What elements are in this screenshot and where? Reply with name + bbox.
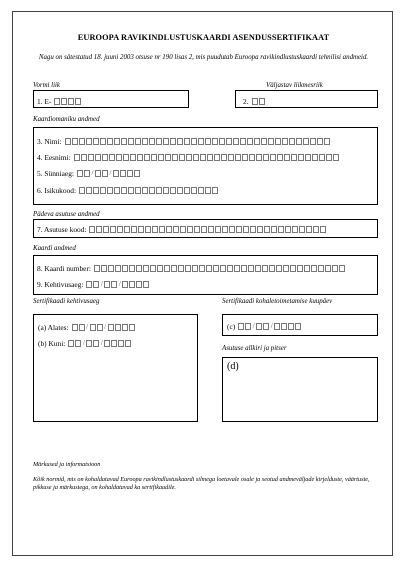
character-cell[interactable] — [304, 265, 310, 272]
character-cell[interactable] — [159, 226, 165, 233]
character-cell[interactable] — [79, 324, 85, 331]
character-cell[interactable] — [180, 226, 186, 233]
character-cell[interactable] — [100, 138, 106, 145]
character-cell[interactable] — [275, 138, 281, 145]
character-cell[interactable] — [163, 138, 169, 145]
character-cell[interactable] — [75, 98, 81, 105]
character-cell[interactable] — [278, 226, 284, 233]
character-cell[interactable] — [317, 138, 323, 145]
character-cell[interactable] — [274, 323, 280, 330]
character-cell[interactable] — [117, 226, 123, 233]
date-separator: / — [82, 339, 85, 347]
field-b-row[interactable] — [38, 339, 132, 348]
card-expiry-cells[interactable] — [86, 281, 150, 288]
character-cell[interactable] — [305, 154, 311, 161]
field-b-label: (b) Kuni: — [38, 339, 66, 348]
character-cell[interactable] — [290, 265, 296, 272]
character-cell[interactable] — [184, 187, 190, 194]
character-cell[interactable] — [276, 265, 282, 272]
character-cell[interactable] — [298, 154, 304, 161]
delivery-date-cells[interactable] — [238, 323, 302, 330]
section-signature: Asutuse allkiri ja pitser — [222, 345, 287, 352]
character-cell[interactable] — [72, 138, 78, 145]
field-3-row[interactable] — [37, 137, 331, 146]
personal-id-cells[interactable] — [79, 187, 219, 194]
character-cell[interactable] — [191, 187, 197, 194]
character-cell[interactable] — [150, 265, 156, 272]
field-6-row[interactable] — [37, 186, 219, 195]
character-cell[interactable] — [166, 226, 172, 233]
character-cell[interactable] — [54, 98, 60, 105]
character-cell[interactable] — [172, 154, 178, 161]
character-cell[interactable] — [120, 170, 126, 177]
character-cell[interactable] — [89, 226, 95, 233]
character-cell[interactable] — [121, 187, 127, 194]
field-6-label: 6. Isikukood: — [37, 186, 77, 195]
character-cell[interactable] — [240, 138, 246, 145]
character-cell[interactable] — [247, 138, 253, 145]
character-cell[interactable] — [207, 154, 213, 161]
character-cell[interactable] — [339, 265, 345, 272]
character-cell[interactable] — [102, 170, 108, 177]
character-cell[interactable] — [257, 226, 263, 233]
character-cell[interactable] — [163, 187, 169, 194]
character-cell[interactable] — [171, 265, 177, 272]
character-cell[interactable] — [192, 265, 198, 272]
section-validity: Sertifikaadi kehtivusaeg — [33, 298, 100, 305]
character-cell[interactable] — [185, 265, 191, 272]
character-cell[interactable] — [221, 154, 227, 161]
character-cell[interactable] — [124, 226, 130, 233]
character-cell[interactable] — [86, 281, 92, 288]
character-cell[interactable] — [134, 170, 140, 177]
character-cell[interactable] — [128, 187, 134, 194]
valid-from-cells[interactable] — [72, 324, 136, 331]
character-cell[interactable] — [256, 154, 262, 161]
character-cell[interactable] — [151, 154, 157, 161]
character-cell[interactable] — [236, 226, 242, 233]
character-cell[interactable] — [325, 265, 331, 272]
character-cell[interactable] — [222, 226, 228, 233]
character-cell[interactable] — [118, 340, 124, 347]
character-cell[interactable] — [165, 154, 171, 161]
character-cell[interactable] — [136, 281, 142, 288]
date-separator: / — [100, 339, 103, 347]
character-cell[interactable] — [310, 138, 316, 145]
character-cell[interactable] — [107, 138, 113, 145]
character-cell[interactable] — [103, 226, 109, 233]
remarks-text: Kõik normid, mis on kohaldatavad Euroopa ravikindlustuskaardi silmega loetavale osale ja seotud andmeväljade kirjelduste, väärtuste, pikkuse ja märkustega, on kohaldatavad ka sertifikaadile. — [33, 476, 370, 491]
date-separator: / — [100, 280, 103, 288]
character-cell[interactable] — [249, 154, 255, 161]
character-cell[interactable] — [243, 226, 249, 233]
character-cell[interactable] — [88, 154, 94, 161]
character-cell[interactable] — [250, 226, 256, 233]
character-cell[interactable] — [136, 265, 142, 272]
character-cell[interactable] — [170, 138, 176, 145]
character-cell[interactable] — [177, 138, 183, 145]
character-cell[interactable] — [93, 340, 99, 347]
character-cell[interactable] — [97, 324, 103, 331]
character-cell[interactable] — [199, 265, 205, 272]
character-cell[interactable] — [295, 323, 301, 330]
character-cell[interactable] — [319, 154, 325, 161]
field-8-label: 8. Kaardi number: — [37, 264, 91, 273]
character-cell[interactable] — [68, 98, 74, 105]
character-cell[interactable] — [284, 154, 290, 161]
character-cell[interactable] — [114, 138, 120, 145]
character-cell[interactable] — [68, 340, 74, 347]
character-cell[interactable] — [198, 187, 204, 194]
field-1-label: 1. E- — [37, 97, 52, 106]
character-cell[interactable] — [86, 340, 92, 347]
character-cell[interactable] — [291, 154, 297, 161]
character-cell[interactable] — [268, 138, 274, 145]
character-cell[interactable] — [93, 187, 99, 194]
section-remarks: Märkused ja informatsioon — [33, 461, 101, 468]
character-cell[interactable] — [277, 154, 283, 161]
character-cell[interactable] — [94, 265, 100, 272]
character-cell[interactable] — [299, 226, 305, 233]
character-cell[interactable] — [200, 154, 206, 161]
character-cell[interactable] — [306, 226, 312, 233]
field-1-row[interactable] — [37, 97, 82, 106]
character-cell[interactable] — [326, 154, 332, 161]
character-cell[interactable] — [320, 226, 326, 233]
character-cell[interactable] — [281, 323, 287, 330]
character-cell[interactable] — [254, 138, 260, 145]
character-cell[interactable] — [248, 265, 254, 272]
character-cell[interactable] — [324, 138, 330, 145]
character-cell[interactable] — [242, 154, 248, 161]
character-cell[interactable] — [303, 138, 309, 145]
character-cell[interactable] — [226, 138, 232, 145]
character-cell[interactable] — [131, 226, 137, 233]
character-cell[interactable] — [104, 281, 110, 288]
character-cell[interactable] — [122, 265, 128, 272]
character-cell[interactable] — [149, 187, 155, 194]
section-delivery-date: Sertifikaadi kohaletoimetamise kuupäev — [222, 298, 333, 305]
character-cell[interactable] — [111, 281, 117, 288]
field-d-label: (d) — [227, 361, 239, 372]
character-cell[interactable] — [104, 340, 110, 347]
character-cell[interactable] — [101, 265, 107, 272]
birth-date-cells[interactable] — [77, 170, 141, 177]
section-issuing-state: Väljastav liikmesriik — [266, 82, 323, 89]
character-cell[interactable] — [93, 138, 99, 145]
character-cell[interactable] — [90, 324, 96, 331]
field-2-label: 2. — [243, 97, 249, 106]
character-cell[interactable] — [143, 281, 149, 288]
character-cell[interactable] — [138, 226, 144, 233]
character-cell[interactable] — [194, 226, 200, 233]
character-cell[interactable] — [292, 226, 298, 233]
character-cell[interactable] — [129, 281, 135, 288]
character-cell[interactable] — [220, 265, 226, 272]
character-cell[interactable] — [313, 226, 319, 233]
character-cell[interactable] — [201, 226, 207, 233]
field-a-row[interactable] — [38, 323, 136, 332]
field-8-row[interactable] — [37, 264, 346, 273]
character-cell[interactable] — [95, 170, 101, 177]
character-cell[interactable] — [61, 98, 67, 105]
character-cell[interactable] — [109, 154, 115, 161]
character-cell[interactable] — [65, 138, 71, 145]
character-cell[interactable] — [100, 187, 106, 194]
given-name-cells[interactable] — [74, 154, 340, 161]
valid-until-cells[interactable] — [68, 340, 132, 347]
character-cell[interactable] — [128, 138, 134, 145]
character-cell[interactable] — [127, 170, 133, 177]
character-cell[interactable] — [144, 154, 150, 161]
character-cell[interactable] — [297, 265, 303, 272]
character-cell[interactable] — [205, 187, 211, 194]
character-cell[interactable] — [296, 138, 302, 145]
field-4-label: 4. Eesnimi: — [37, 153, 71, 162]
date-separator: / — [104, 323, 107, 331]
card-number-cells[interactable] — [94, 265, 346, 272]
character-cell[interactable] — [84, 170, 90, 177]
character-cell[interactable] — [271, 226, 277, 233]
field-9-row[interactable] — [37, 280, 150, 289]
character-cell[interactable] — [81, 154, 87, 161]
field-a-label: (a) Alates: — [38, 323, 69, 332]
character-cell[interactable] — [152, 226, 158, 233]
character-cell[interactable] — [115, 324, 121, 331]
certificate-sheet — [12, 11, 393, 556]
field-9-label: 9. Kehtivusaeg: — [37, 280, 84, 289]
character-cell[interactable] — [184, 138, 190, 145]
date-separator: / — [91, 169, 94, 177]
character-cell[interactable] — [191, 138, 197, 145]
field-7-label: 7. Asutuse kood: — [37, 225, 87, 234]
character-cell[interactable] — [142, 187, 148, 194]
character-cell[interactable] — [228, 154, 234, 161]
character-cell[interactable] — [122, 324, 128, 331]
character-cell[interactable] — [142, 138, 148, 145]
character-cell[interactable] — [312, 154, 318, 161]
institution-code-cells[interactable] — [89, 226, 327, 233]
character-cell[interactable] — [86, 187, 92, 194]
character-cell[interactable] — [93, 281, 99, 288]
character-cell[interactable] — [255, 265, 261, 272]
character-cell[interactable] — [156, 138, 162, 145]
character-cell[interactable] — [130, 154, 136, 161]
character-cell[interactable] — [75, 340, 81, 347]
character-cell[interactable] — [263, 323, 269, 330]
field-c-row[interactable] — [227, 322, 302, 331]
character-cell[interactable] — [233, 138, 239, 145]
character-cell[interactable] — [135, 138, 141, 145]
character-cell[interactable] — [115, 265, 121, 272]
field-c-label: (c) — [227, 322, 236, 331]
date-separator: / — [86, 323, 89, 331]
section-holder-data: Kaardiomaniku andmed — [33, 116, 100, 123]
character-cell[interactable] — [252, 98, 258, 105]
character-cell[interactable] — [269, 265, 275, 272]
character-cell[interactable] — [135, 187, 141, 194]
character-cell[interactable] — [213, 265, 219, 272]
character-cell[interactable] — [289, 138, 295, 145]
character-cell[interactable] — [156, 187, 162, 194]
character-cell[interactable] — [158, 154, 164, 161]
character-cell[interactable] — [206, 265, 212, 272]
character-cell[interactable] — [95, 154, 101, 161]
character-cell[interactable] — [177, 187, 183, 194]
character-cell[interactable] — [245, 323, 251, 330]
character-cell[interactable] — [193, 154, 199, 161]
character-cell[interactable] — [212, 138, 218, 145]
character-cell[interactable] — [96, 226, 102, 233]
character-cell[interactable] — [214, 154, 220, 161]
character-cell[interactable] — [234, 265, 240, 272]
character-cell[interactable] — [332, 265, 338, 272]
character-cell[interactable] — [72, 324, 78, 331]
character-cell[interactable] — [282, 138, 288, 145]
date-separator: / — [118, 280, 121, 288]
character-cell[interactable] — [179, 154, 185, 161]
character-cell[interactable] — [102, 154, 108, 161]
character-cell[interactable] — [215, 226, 221, 233]
character-cell[interactable] — [129, 324, 135, 331]
character-cell[interactable] — [86, 138, 92, 145]
character-cell[interactable] — [187, 226, 193, 233]
field-3-label: 3. Nimi: — [37, 137, 62, 146]
character-cell[interactable] — [241, 265, 247, 272]
character-cell[interactable] — [137, 154, 143, 161]
character-cell[interactable] — [116, 154, 122, 161]
character-cell[interactable] — [125, 340, 131, 347]
character-cell[interactable] — [129, 265, 135, 272]
document-subtitle: Nagu on sätestatud 18. juuni 2003 otsuse nr 190 lisas 2, mis puudutab Euroopa ravikindlustuskaardi tehnilisi andmeid. — [38, 54, 369, 61]
surname-cells[interactable] — [65, 138, 331, 145]
character-cell[interactable] — [164, 265, 170, 272]
character-cell[interactable] — [108, 265, 114, 272]
date-separator: / — [109, 169, 112, 177]
character-cell[interactable] — [107, 187, 113, 194]
character-cell[interactable] — [123, 154, 129, 161]
date-separator: / — [270, 322, 273, 330]
character-cell[interactable] — [235, 154, 241, 161]
character-cell[interactable] — [198, 138, 204, 145]
character-cell[interactable] — [227, 265, 233, 272]
form-code-cells[interactable] — [54, 98, 82, 105]
character-cell[interactable] — [77, 170, 83, 177]
character-cell[interactable] — [111, 340, 117, 347]
character-cell[interactable] — [79, 138, 85, 145]
document-title: EUROOPA RAVIKINDLUSTUSKAARDI ASENDUSSERTIFIKAAT — [77, 33, 330, 42]
character-cell[interactable] — [256, 323, 262, 330]
character-cell[interactable] — [208, 226, 214, 233]
field-2-row[interactable] — [243, 97, 266, 106]
card-data-box — [33, 255, 378, 295]
field-4-row[interactable] — [37, 153, 340, 162]
character-cell[interactable] — [318, 265, 324, 272]
character-cell[interactable] — [173, 226, 179, 233]
field-5-label: 5. Sünniaeg: — [37, 169, 74, 178]
character-cell[interactable] — [333, 154, 339, 161]
country-code-cells[interactable] — [252, 98, 266, 105]
section-form-type: Vormi liik — [33, 82, 60, 89]
character-cell[interactable] — [121, 138, 127, 145]
character-cell[interactable] — [74, 154, 80, 161]
character-cell[interactable] — [170, 187, 176, 194]
character-cell[interactable] — [262, 265, 268, 272]
character-cell[interactable] — [219, 138, 225, 145]
character-cell[interactable] — [114, 187, 120, 194]
character-cell[interactable] — [108, 324, 114, 331]
character-cell[interactable] — [270, 154, 276, 161]
character-cell[interactable] — [157, 265, 163, 272]
character-cell[interactable] — [186, 154, 192, 161]
character-cell[interactable] — [288, 323, 294, 330]
character-cell[interactable] — [79, 187, 85, 194]
character-cell[interactable] — [264, 226, 270, 233]
section-card-data: Kaardi andmed — [33, 245, 76, 252]
section-institution-data: Pädeva asutuse andmed — [33, 211, 100, 218]
date-separator: / — [252, 322, 255, 330]
character-cell[interactable] — [122, 281, 128, 288]
character-cell[interactable] — [205, 138, 211, 145]
character-cell[interactable] — [259, 98, 265, 105]
character-cell[interactable] — [261, 138, 267, 145]
field-7-row[interactable] — [37, 225, 327, 234]
character-cell[interactable] — [178, 265, 184, 272]
character-cell[interactable] — [263, 154, 269, 161]
character-cell[interactable] — [110, 226, 116, 233]
character-cell[interactable] — [229, 226, 235, 233]
character-cell[interactable] — [285, 226, 291, 233]
character-cell[interactable] — [212, 187, 218, 194]
character-cell[interactable] — [143, 265, 149, 272]
character-cell[interactable] — [238, 323, 244, 330]
character-cell[interactable] — [311, 265, 317, 272]
character-cell[interactable] — [283, 265, 289, 272]
field-5-row[interactable] — [37, 169, 141, 178]
signature-box[interactable] — [222, 357, 378, 422]
character-cell[interactable] — [145, 226, 151, 233]
character-cell[interactable] — [113, 170, 119, 177]
character-cell[interactable] — [149, 138, 155, 145]
